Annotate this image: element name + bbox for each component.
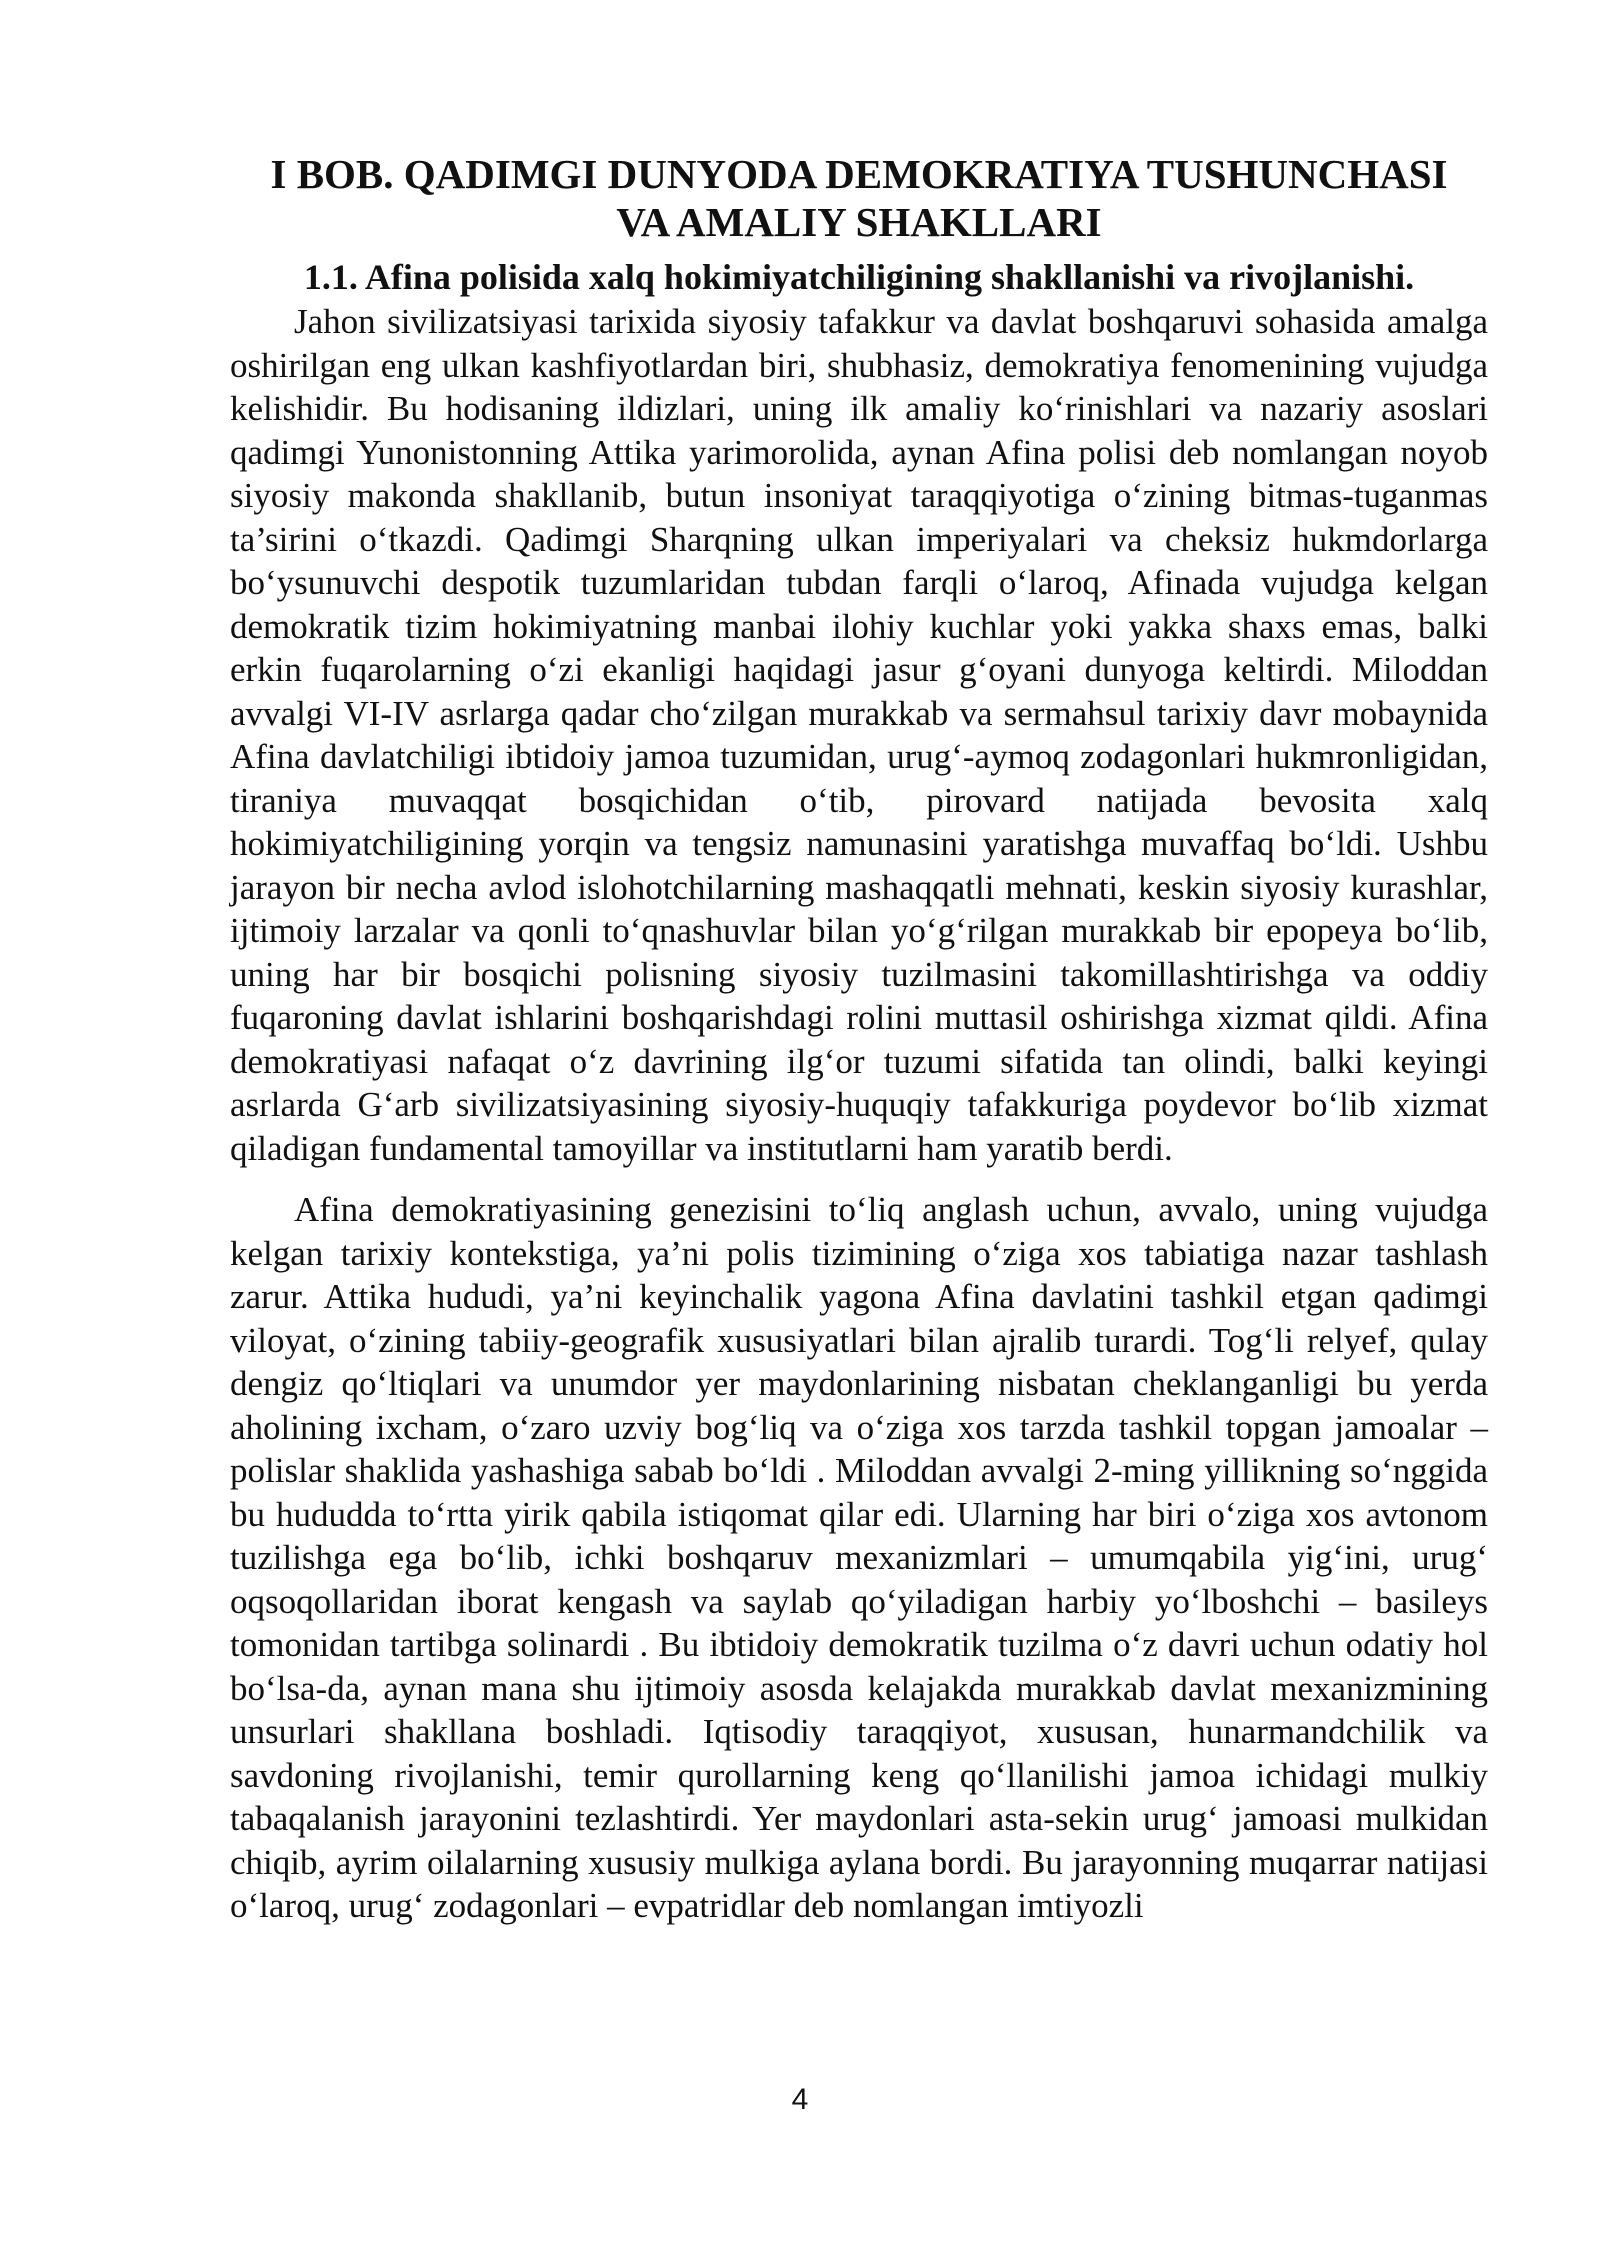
chapter-title-line-2: VA AMALIY SHAKLLARI — [616, 199, 1102, 245]
chapter-title — [230, 150, 1488, 246]
body-paragraph-1: Jahon sivilizatsiyasi tarixida siyosiy tafakkur va davlat boshqaruvi sohasida amalga oshirilgan eng ulkan kashfiyotlardan biri, shubhasiz, demokratiya fenomenining vujudga kelishidir. Bu hodisaning ildizlari, uning ilk amaliy ko‘rinishlari va nazariy asoslari qadimgi Yunonistonning Attika yarimorolida, aynan Afina polisi deb nomlangan noyob siyosiy makonda shakllanib, butun insoniyat taraqqiyotiga o‘zining bitmas-tuganmas ta’sirini o‘tkazdi. Qadimgi Sharqning ulkan imperiyalari va cheksiz hukmdorlarga bo‘ysunuvchi despotik tuzumlaridan tubdan farqli o‘laroq, Afinada vujudga kelgan demokratik tizim hokimiyatning manbai ilohiy kuchlar yoki yakka shaxs emas, balki erkin fuqarolarning o‘zi ekanligi haqidagi jasur g‘oyani dunyoga keltirdi. Miloddan avvalgi VI-IV asrlarga qadar cho‘zilgan murakkab va sermahsul tarixiy davr mobaynida Afina davlatchiligi ibtidoiy jamoa tuzumidan, urug‘-aymoq zodagonlari hukmronligidan, tiraniya muvaqqat bosqichidan o‘tib, pirovard natijada bevosita xalq hokimiyatchiligining yorqin va tengsiz namunasini yaratishga muvaffaq bo‘ldi. Ushbu jarayon bir necha avlod islohotchilarning mashaqqatli mehnati, keskin siyosiy kurashlar, ijtimoiy larzalar va qonli to‘qnashuvlar bilan yo‘g‘rilgan murakkab bir epopeya bo‘lib, uning har bir bosqichi polisning siyosiy tuzilmasini takomillashtirishga va oddiy fuqaroning davlat ishlarini boshqarishdagi rolini muttasil oshirishga xizmat qildi. Afina demokratiyasi nafaqat o‘z davrining ilg‘or tuzumi sifatida tan olindi, balki keyingi asrlarda G‘arb sivilizatsiyasining siyosiy-huquqiy tafakkuriga poydevor bo‘lib xizmat qiladigan fundamental tamoyillar va institutlarni ham yaratib berdi. — [230, 302, 1488, 1168]
body-paragraph-2: Afina demokratiyasining genezisini to‘liq anglash uchun, avvalo, uning vujudga kelgan tarixiy kontekstiga, ya’ni polis tizimining o‘ziga xos tabiatiga nazar tashlash zarur. Attika hududi, ya’ni keyinchalik yagona Afina davlatini tashkil etgan qadimgi viloyat, o‘zining tabiiy-geografik xususiyatlari bilan ajralib turardi. Tog‘li relyef, qulay dengiz qo‘ltiqlari va unumdor yer maydonlarining nisbatan cheklanganligi bu yerda aholining ixcham, o‘zaro uzviy bog‘liq va o‘ziga xos tarzda tashkil topgan jamoalar – polislar shaklida yashashiga sabab bo‘ldi . Miloddan avvalgi 2-ming yillikning so‘nggida bu hududda to‘rtta yirik qabila istiqomat qilar edi. Ularning har biri o‘ziga xos avtonom tuzilishga ega bo‘lib, ichki boshqaruv mexanizmlari – umumqabila yig‘ini, urug‘ oqsoqollaridan iborat kengash va saylab qo‘yiladigan harbiy yo‘lboshchi – basileys tomonidan tartibga solinardi . Bu ibtidoiy demokratik tuzilma o‘z davri uchun odatiy hol bo‘lsa-da, aynan mana shu ijtimoiy asosda kelajakda murakkab davlat mexanizmining unsurlari shakllana boshladi. Iqtisodiy taraqqiyot, xususan, hunarmandchilik va savdoning rivojlanishi, temir qurollarning keng qo‘llanilishi jamoa ichidagi mulkiy tabaqalanish jarayonini tezlashtirdi. Yer maydonlari asta-sekin urug‘ jamoasi mulkidan chiqib, ayrim oilalarning xususiy mulkiga aylana bordi. Bu jarayonning muqarrar natijasi o‘laroq, urug‘ zodagonlari – evpatridlar deb nomlangan imtiyozli — [230, 1190, 1488, 1925]
page-number: 4 — [791, 2083, 809, 2116]
section-heading: 1.1. Afina polisida xalq hokimiyatchiligining shakllanishi va rivojlanishi. — [303, 257, 1415, 297]
document-page — [230, 150, 1488, 1928]
chapter-title-line-1: I BOB. QADIMGI DUNYODA DEMOKRATIYA TUSHUNCHASI — [270, 151, 1448, 197]
